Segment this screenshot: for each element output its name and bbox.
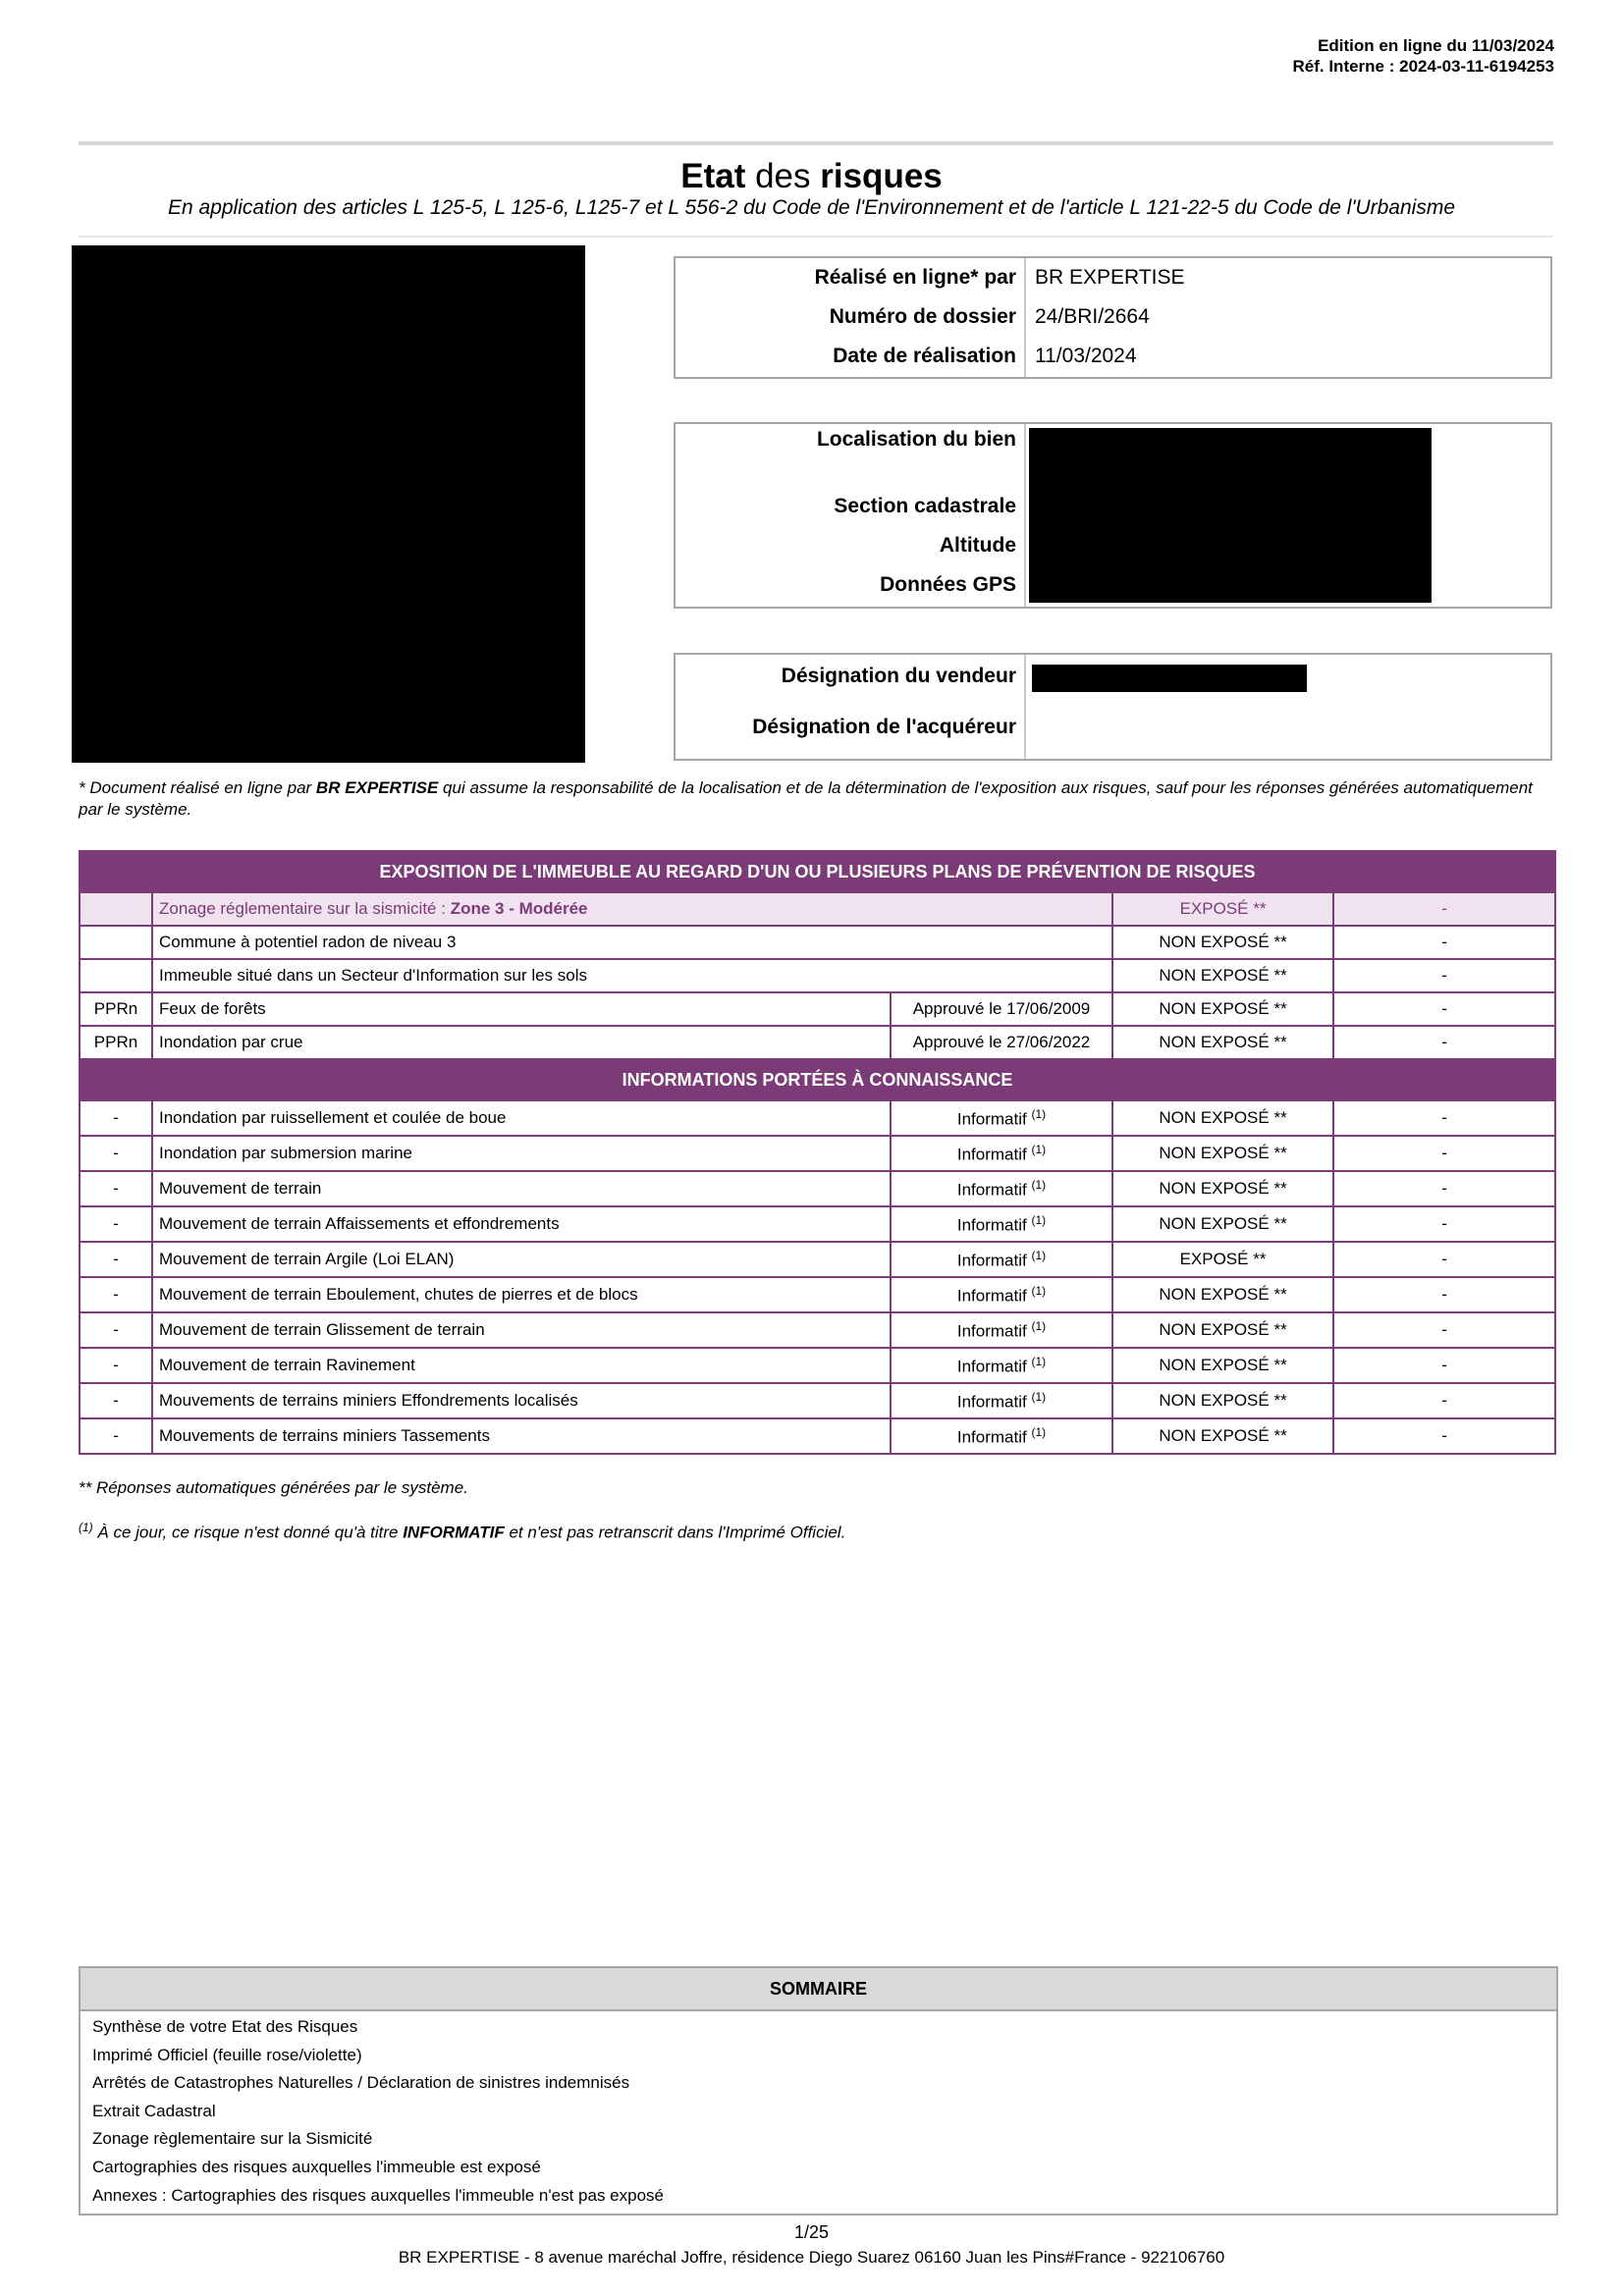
footnote-marker: (1) xyxy=(1031,1177,1047,1192)
risk-extra: - xyxy=(1333,1383,1555,1418)
plan-date: Approuvé le 27/06/2022 xyxy=(891,1026,1112,1059)
informations-header-row xyxy=(80,1059,1555,1100)
table-row xyxy=(80,1312,1555,1348)
sismicite-row xyxy=(80,892,1555,926)
row-dash: - xyxy=(80,1171,152,1206)
table-row xyxy=(80,1171,1555,1206)
risk-status: NON EXPOSÉ ** xyxy=(1112,992,1333,1026)
page-subtitle: En application des articles L 125-5, L 125-6, L125-7 et L 556-2 du Code de l'Environnement et de l'article L 121-22-5 du Code de l'Urbanisme xyxy=(168,196,1455,219)
risk-status: NON EXPOSÉ ** xyxy=(1112,1383,1333,1418)
risk-label: Inondation par submersion marine xyxy=(152,1136,891,1171)
informatif-cell xyxy=(891,1312,1112,1348)
sommaire-box xyxy=(79,1966,1558,2216)
altitude-label: Altitude xyxy=(939,534,1016,557)
risk-status: NON EXPOSÉ ** xyxy=(1112,1348,1333,1383)
note-suffix: qui assume la responsabilité de la localisation et de la détermination de l'exposition aux risques, sauf pour les réponses générées automatiquement par le système. xyxy=(79,778,1538,819)
risk-status: NON EXPOSÉ ** xyxy=(1112,1206,1333,1242)
risk-label: Mouvement de terrain Glissement de terrain xyxy=(152,1312,891,1348)
risk-status: NON EXPOSÉ ** xyxy=(1112,926,1333,959)
risk-label: Mouvement de terrain Eboulement, chutes de pierres et de blocs xyxy=(152,1277,891,1312)
row-dash: - xyxy=(80,1136,152,1171)
footnote-marker: (1) xyxy=(1031,1318,1047,1333)
informatif-text: Informatif xyxy=(956,1180,1027,1200)
divider xyxy=(79,236,1553,238)
edition-header xyxy=(1293,35,1555,77)
informatif-text: Informatif xyxy=(956,1427,1027,1447)
risk-status: NON EXPOSÉ ** xyxy=(1112,1136,1333,1171)
plan-type: PPRn xyxy=(80,992,152,1026)
internal-reference: Réf. Interne : 2024-03-11-6194253 xyxy=(1292,57,1554,76)
realise-par-label: Réalisé en ligne* par xyxy=(814,266,1016,289)
informatif-cell xyxy=(891,1206,1112,1242)
footnote-marker: (1) xyxy=(1031,1106,1047,1121)
risk-extra: - xyxy=(1333,1242,1555,1277)
sommaire-list xyxy=(81,2011,1556,2214)
sommaire-item[interactable]: Annexes : Cartographies des risques auxquelles l'immeuble n'est pas exposé xyxy=(92,2185,664,2205)
page-title xyxy=(0,157,1623,196)
numero-dossier-label: Numéro de dossier xyxy=(829,305,1016,328)
localisation-label: Localisation du bien xyxy=(816,428,1016,451)
informatif-cell xyxy=(891,1100,1112,1136)
note-prefix: * Document réalisé en ligne par xyxy=(79,778,316,797)
risk-label: Mouvement de terrain Ravinement xyxy=(152,1348,891,1383)
informatif-text: Informatif xyxy=(956,1321,1027,1341)
date-realisation-value: 11/03/2024 xyxy=(1035,345,1137,367)
informatif-text: Informatif xyxy=(956,1109,1027,1129)
section-cadastrale-label: Section cadastrale xyxy=(834,495,1016,517)
localisation-box xyxy=(674,422,1552,609)
risk-label: Inondation par ruissellement et coulée de boue xyxy=(152,1100,891,1136)
risk-extra: - xyxy=(1333,1312,1555,1348)
informatif-text: Informatif xyxy=(956,1145,1027,1164)
risk-label: Immeuble situé dans un Secteur d'Information sur les sols xyxy=(152,959,1112,992)
exposition-header: EXPOSITION DE L'IMMEUBLE AU REGARD D'UN OU PLUSIEURS PLANS DE PRÉVENTION DE RISQUES xyxy=(80,851,1555,892)
realise-par-value: BR EXPERTISE xyxy=(1035,266,1185,289)
table-row xyxy=(80,1277,1555,1312)
risk-table-wrapper xyxy=(79,850,1556,1455)
auto-response-note: ** Réponses automatiques générées par le système. xyxy=(79,1478,468,1497)
row-dash: - xyxy=(80,1100,152,1136)
informatif-cell xyxy=(891,1242,1112,1277)
footer-address: BR EXPERTISE - 8 avenue maréchal Joffre, résidence Diego Suarez 06160 Juan les Pins#France - 922106760 xyxy=(398,2248,1225,2267)
sommaire-item[interactable]: Synthèse de votre Etat des Risques xyxy=(92,2017,358,2036)
risk-extra: - xyxy=(1333,926,1555,959)
risk-label: Feux de forêts xyxy=(152,992,891,1026)
risk-extra: - xyxy=(1333,1348,1555,1383)
informatif-text: Informatif xyxy=(956,1357,1027,1376)
designation-box xyxy=(674,653,1552,761)
info-bold: INFORMATIF xyxy=(403,1522,505,1542)
risk-status: NON EXPOSÉ ** xyxy=(1112,1277,1333,1312)
risk-extra: - xyxy=(1333,1206,1555,1242)
row-dash: - xyxy=(80,1348,152,1383)
risk-status: NON EXPOSÉ ** xyxy=(1112,959,1333,992)
sismicite-extra: - xyxy=(1333,892,1555,926)
exposition-header-row xyxy=(80,851,1555,892)
row-dash: - xyxy=(80,1242,152,1277)
acquereur-label: Désignation de l'acquéreur xyxy=(752,716,1016,738)
table-row xyxy=(80,926,1555,959)
sommaire-item[interactable]: Zonage règlementaire sur la Sismicité xyxy=(92,2129,373,2149)
sommaire-header: SOMMAIRE xyxy=(81,1968,1556,2011)
risk-extra: - xyxy=(1333,1026,1555,1059)
footnote-marker: (1) xyxy=(1031,1283,1047,1298)
table-row xyxy=(80,1026,1555,1059)
risk-label: Mouvement de terrain Affaissements et effondrements xyxy=(152,1206,891,1242)
risk-label: Mouvements de terrains miniers Effondrements localisés xyxy=(152,1383,891,1418)
informatif-text: Informatif xyxy=(956,1215,1027,1235)
footnote-marker: (1) xyxy=(1031,1212,1047,1227)
empty-cell xyxy=(80,926,152,959)
informatif-cell xyxy=(891,1171,1112,1206)
table-row xyxy=(80,959,1555,992)
empty-cell xyxy=(80,892,152,926)
risk-status: NON EXPOSÉ ** xyxy=(1112,1312,1333,1348)
info-prefix: À ce jour, ce risque n'est donné qu'à titre xyxy=(92,1522,404,1542)
sismicite-status: EXPOSÉ ** xyxy=(1112,892,1333,926)
footnote-marker: (1) xyxy=(1031,1142,1047,1156)
date-realisation-label: Date de réalisation xyxy=(833,345,1016,367)
redacted-location xyxy=(1029,428,1432,603)
risk-label: Inondation par crue xyxy=(152,1026,891,1059)
table-row xyxy=(80,1136,1555,1171)
risk-table xyxy=(79,850,1556,1455)
risk-extra: - xyxy=(1333,1100,1555,1136)
footnote-marker: (1) xyxy=(79,1521,93,1534)
risk-status: NON EXPOSÉ ** xyxy=(1112,1026,1333,1059)
informatif-text: Informatif xyxy=(956,1286,1027,1306)
risk-status: EXPOSÉ ** xyxy=(1112,1242,1333,1277)
informatif-cell xyxy=(891,1348,1112,1383)
row-dash: - xyxy=(80,1277,152,1312)
table-row xyxy=(80,1242,1555,1277)
numero-dossier-value: 24/BRI/2664 xyxy=(1035,305,1150,328)
plan-date: Approuvé le 17/06/2009 xyxy=(891,992,1112,1026)
risk-extra: - xyxy=(1333,1418,1555,1454)
divider xyxy=(79,141,1553,145)
table-row xyxy=(80,1348,1555,1383)
informatif-note xyxy=(79,1517,845,1544)
risk-extra: - xyxy=(1333,992,1555,1026)
sismicite-zone: Zone 3 - Modérée xyxy=(450,899,588,918)
sommaire-item[interactable]: Extrait Cadastral xyxy=(92,2101,216,2120)
table-row xyxy=(80,1100,1555,1136)
divider xyxy=(1024,424,1026,607)
sommaire-item[interactable]: Arrêtés de Catastrophes Naturelles / Déclaration de sinistres indemnisés xyxy=(92,2073,630,2093)
risk-status: NON EXPOSÉ ** xyxy=(1112,1100,1333,1136)
row-dash: - xyxy=(80,1312,152,1348)
sismicite-text: Zonage réglementaire sur la sismicité : xyxy=(159,899,451,918)
title-part-1: Etat xyxy=(680,157,746,195)
informatif-text: Informatif xyxy=(956,1392,1027,1412)
divider xyxy=(1024,655,1026,759)
risk-extra: - xyxy=(1333,959,1555,992)
table-row xyxy=(80,992,1555,1026)
responsibility-note xyxy=(79,777,1551,821)
informatif-text: Informatif xyxy=(956,1251,1027,1270)
risk-status: NON EXPOSÉ ** xyxy=(1112,1418,1333,1454)
risk-label: Commune à potentiel radon de niveau 3 xyxy=(152,926,1112,959)
edition-date: Edition en ligne du 11/03/2024 xyxy=(1318,36,1554,55)
redacted-vendeur xyxy=(1032,665,1307,692)
table-row xyxy=(80,1383,1555,1418)
risk-label: Mouvements de terrains miniers Tassements xyxy=(152,1418,891,1454)
plan-type: PPRn xyxy=(80,1026,152,1059)
note-company: BR EXPERTISE xyxy=(315,778,439,797)
informatif-cell xyxy=(891,1418,1112,1454)
sismicite-label xyxy=(152,892,1112,926)
row-dash: - xyxy=(80,1383,152,1418)
donnees-gps-label: Données GPS xyxy=(880,573,1016,596)
footnote-marker: (1) xyxy=(1031,1354,1047,1368)
sommaire-item[interactable]: Cartographies des risques auxquelles l'immeuble est exposé xyxy=(92,2157,541,2176)
table-row xyxy=(80,1206,1555,1242)
footnote-marker: (1) xyxy=(1031,1424,1047,1439)
page-number: 1/25 xyxy=(793,2222,830,2242)
sommaire-item[interactable]: Imprimé Officiel (feuille rose/violette) xyxy=(92,2045,362,2064)
risk-status: NON EXPOSÉ ** xyxy=(1112,1171,1333,1206)
redacted-property-photo xyxy=(72,245,585,763)
footnote-marker: (1) xyxy=(1031,1389,1047,1404)
risk-label: Mouvement de terrain xyxy=(152,1171,891,1206)
row-dash: - xyxy=(80,1206,152,1242)
info-suffix: et n'est pas retranscrit dans l'Imprimé Officiel. xyxy=(504,1522,846,1542)
divider xyxy=(1024,258,1026,377)
table-row xyxy=(80,1418,1555,1454)
risk-extra: - xyxy=(1333,1171,1555,1206)
informatif-cell xyxy=(891,1277,1112,1312)
footnote-marker: (1) xyxy=(1031,1248,1047,1262)
title-part-3: risques xyxy=(820,157,943,195)
vendeur-label: Désignation du vendeur xyxy=(781,665,1016,687)
informatif-cell xyxy=(891,1383,1112,1418)
informations-header: INFORMATIONS PORTÉES À CONNAISSANCE xyxy=(80,1059,1555,1100)
informatif-cell xyxy=(891,1136,1112,1171)
realisation-box xyxy=(674,256,1552,379)
risk-extra: - xyxy=(1333,1277,1555,1312)
title-part-2: des xyxy=(745,157,821,195)
risk-extra: - xyxy=(1333,1136,1555,1171)
empty-cell xyxy=(80,959,152,992)
row-dash: - xyxy=(80,1418,152,1454)
risk-label: Mouvement de terrain Argile (Loi ELAN) xyxy=(152,1242,891,1277)
